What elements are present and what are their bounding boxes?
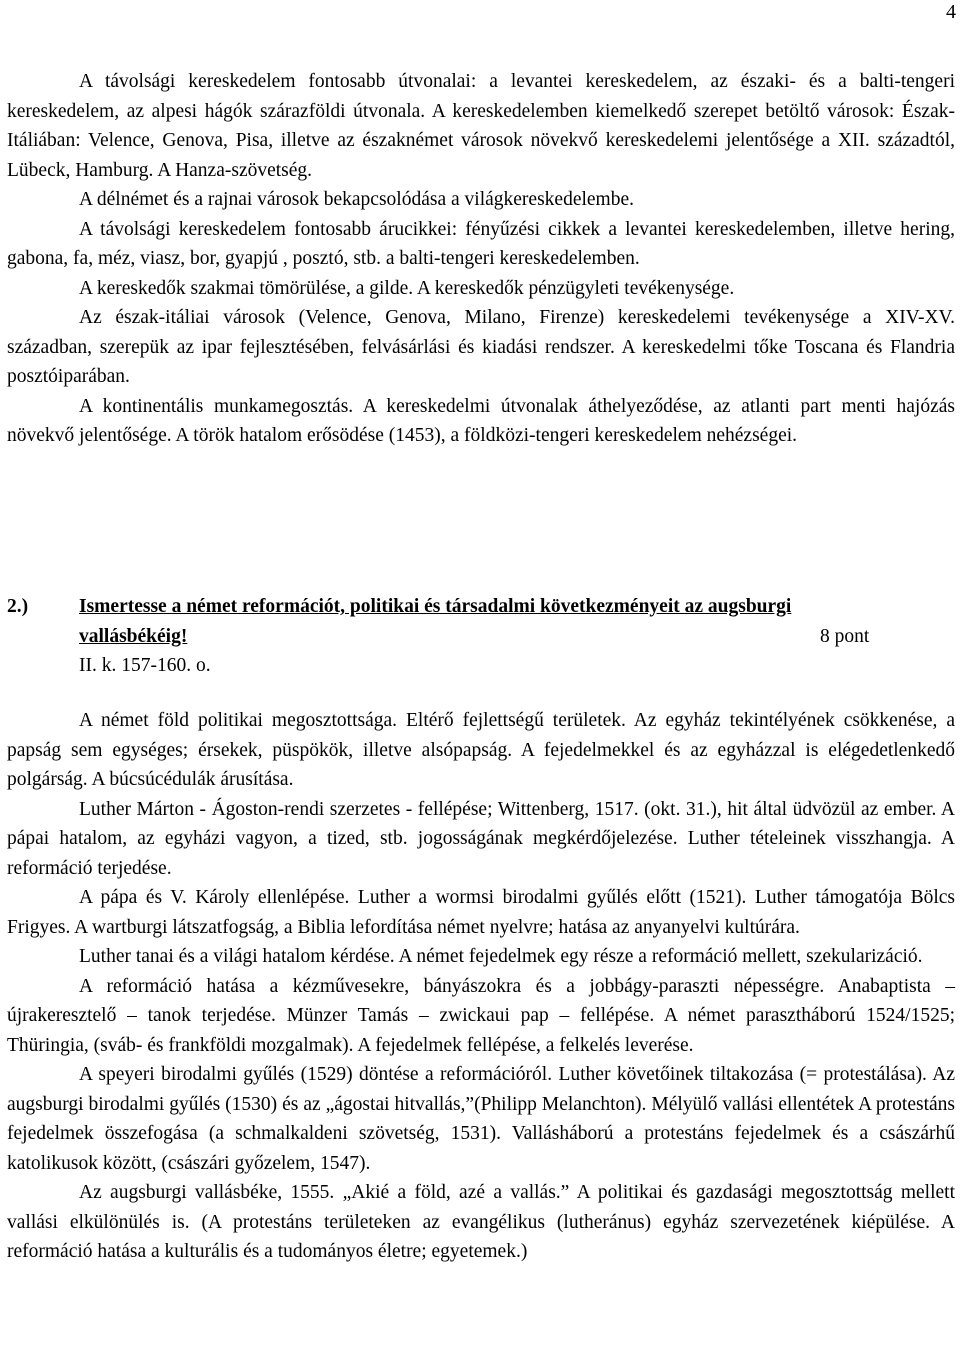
- paragraph: Luther tanai és a világi hatalom kérdése. A német fejedelmek egy része a reformáció mellett, szekularizáció.: [79, 946, 923, 967]
- section-1-text: [7, 67, 955, 451]
- paragraph: A reformáció hatása a kézművesekre, bányászokra és a jobbágy-paraszti népességre. Anabaptista – újrakeresztelő – tanok terjedése. Münzer Tamás – zwickaui pap – fellépése. A német parasztháború 1524/1525; Thüringia, (sváb- és frankföldi mozgalmak). A fejedelmek fellépése, a felkelés leverése.: [7, 975, 955, 1056]
- paragraph: A távolsági kereskedelem fontosabb árucikkei: fényűzési cikkek a levantei kereskedelemben, illetve hering, gabona, fa, méz, viasz, bor, gyapjú , posztó, stb. a balti-tengeri kereskedelemben.: [7, 218, 955, 269]
- paragraph: A német föld politikai megosztottsága. Eltérő fejlettségű területek. Az egyház tekintélyének csökkenése, a papság sem egységes; érsekek, püspökök, illetve alsópapság. A fejedelmekkel és az egyházzal is elégedetlenkedő polgárság. A búcsúcédulák árusítása.: [7, 710, 955, 790]
- section-2-text: [7, 706, 955, 1267]
- page-number: 4: [946, 1, 956, 23]
- paragraph: A délnémet és a rajnai városok bekapcsolódása a világkereskedelembe.: [79, 189, 634, 210]
- paragraph: A pápa és V. Károly ellenlépése. Luther a wormsi birodalmi gyűlés előtt (1521). Luther támogatója Bölcs Frigyes. A wartburgi látszatfogság, a Biblia lefordítása német nyelvre; hatása az anyanyelvi kultúrára.: [7, 887, 955, 938]
- question-title: Ismertesse a német reformációt, politikai és társadalmi következményeit az augsburgi vallásbékéig!: [79, 596, 792, 647]
- paragraph: A speyeri birodalmi gyűlés (1529) döntése a reformációról. Luther követőinek tiltakozása (= protestálása). Az augsburgi birodalmi gyűlés (1530) és az „ágostai hitvallás,”(Philipp Melanchton). Mélyülő vallási ellentétek A protestáns fejedelmek összefogása (a schmalkaldeni szövetség, 1531). Vallásháború a protestáns fejedelmek és a császárhű katolikusok között, (császári győzelem, 1547).: [7, 1064, 955, 1174]
- paragraph: A kontinentális munkamegosztás. A kereskedelmi útvonalak áthelyeződése, az atlanti part menti hajózás növekvő jelentősége. A török hatalom erősödése (1453), a földközi-tengeri kereskedelem nehézségei.: [7, 395, 955, 446]
- question-number: 2.): [7, 596, 29, 617]
- paragraph: Az észak-itáliai városok (Velence, Genova, Milano, Firenze) kereskedelemi tevékenysége a XIV-XV. században, szerepük az ipar fejlesztésében, felvásárlási és kiadási rendszer. A kereskedelmi tőke Toscana és Flandria posztóiparában.: [7, 307, 955, 387]
- paragraph: Luther Márton - Ágoston-rendi szerzetes - fellépése; Wittenberg, 1517. (okt. 31.), hit által üdvözül az ember. A pápai hatalom, az egyházi vagyon, a tized, stb. jogosságának megkérdőjelezése. Luther tételeinek visszhangja. A reformáció terjedése.: [7, 798, 955, 879]
- question-reference: II. k. 157-160. o.: [79, 655, 211, 676]
- question-block: [7, 592, 955, 681]
- paragraph: Az augsburgi vallásbéke, 1555. „Akié a föld, azé a vallás.” A politikai és gazdasági megosztottság mellett vallási elkülönülés is. (A protestáns területeken az evangélikus (lutheránus) egyház szervezetének kiépülése. A reformáció hatása a kulturális és a tudományos életre; egyetemek.): [7, 1182, 955, 1262]
- question-points: 8 pont: [820, 625, 870, 647]
- paragraph: A távolsági kereskedelem fontosabb útvonalai: a levantei kereskedelem, az északi- és a balti-tengeri kereskedelem, az alpesi hágók szárazföldi útvonala. A kereskedelemben kiemelkedő szerepet betöltő városok: Észak-Itáliában: Velence, Genova, Pisa, illetve az északnémet városok növekvő kereskedelemi jelentősége a XII. századtól, Lübeck, Hamburg. A Hanza-szövetség.: [7, 71, 955, 181]
- paragraph: A kereskedők szakmai tömörülése, a gilde. A kereskedők pénzügyleti tevékenysége.: [79, 277, 735, 299]
